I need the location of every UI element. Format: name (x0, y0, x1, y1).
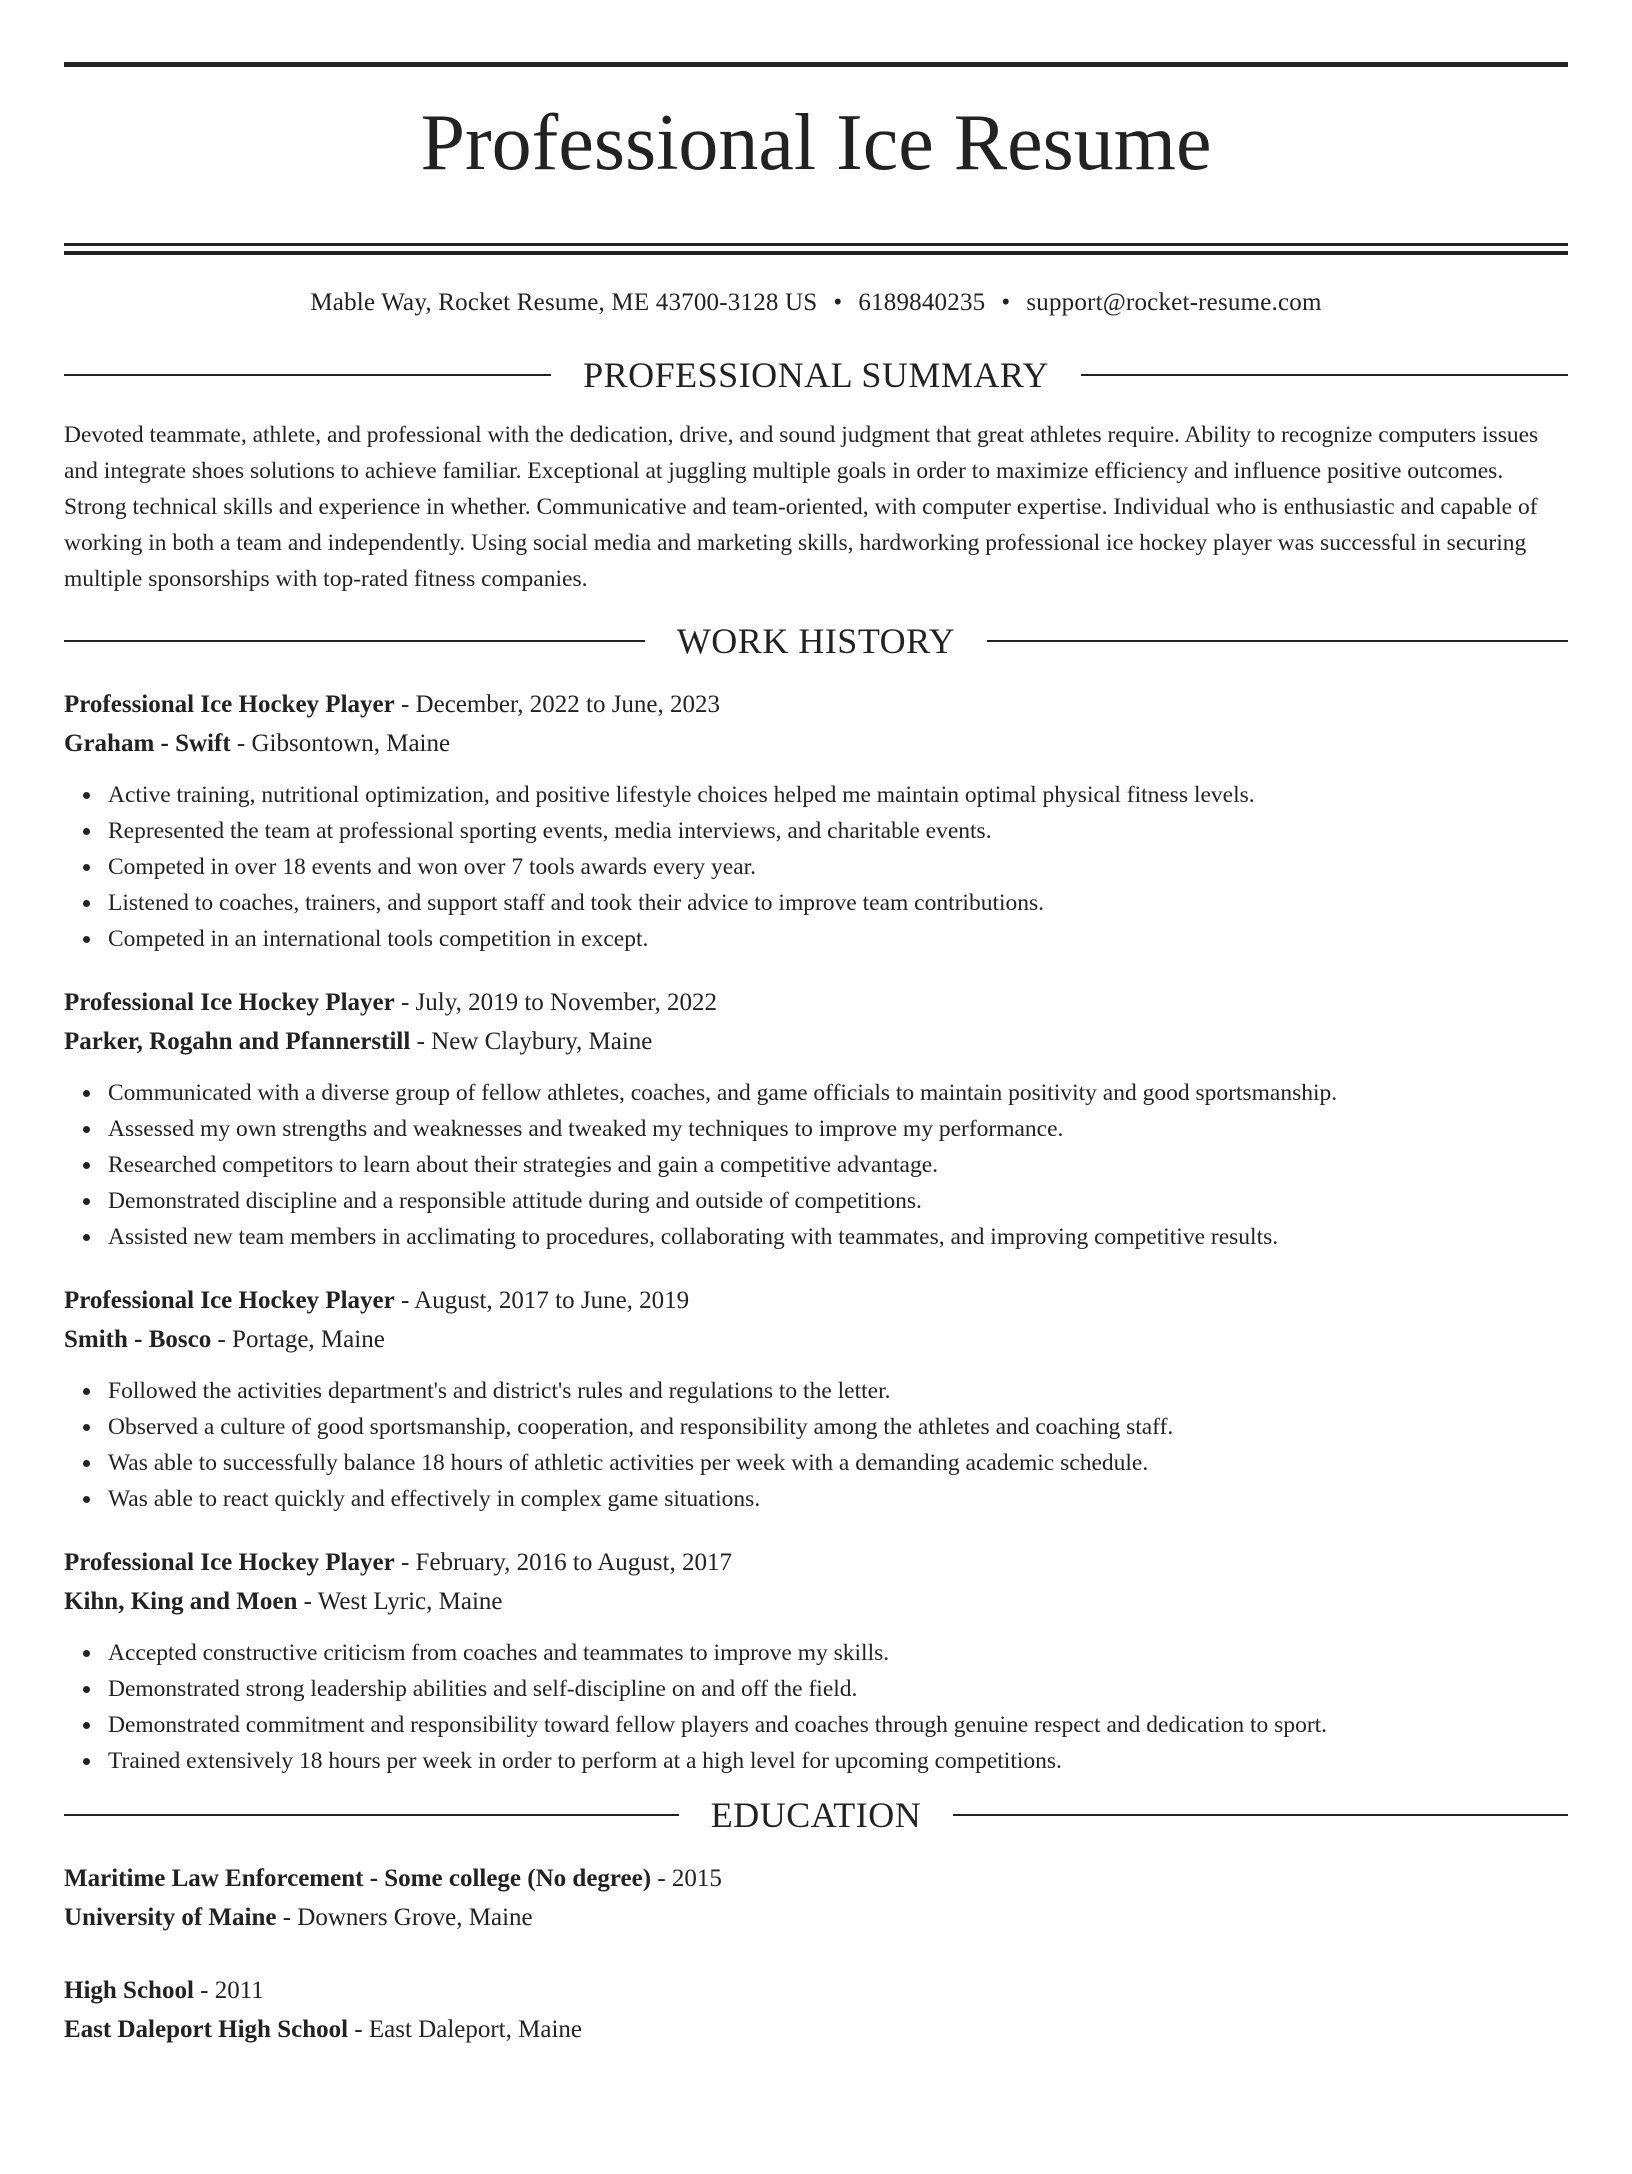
job-title-line (64, 983, 1568, 1022)
education-degree: High School (64, 1976, 194, 2004)
contact-separator: • (1001, 289, 1011, 316)
list-item: Trained extensively 18 hours per week in order to perform at a high level for upcoming competitions. (108, 1743, 1568, 1779)
job-company-line (64, 1582, 1568, 1621)
education-school: University of Maine (64, 1903, 277, 1931)
job-location: - Gibsontown, Maine (230, 729, 451, 757)
job-entry (64, 1281, 1568, 1517)
education-entry (64, 1859, 1568, 1937)
job-title: Professional Ice Hockey Player (64, 1286, 395, 1314)
summary-text: Devoted teammate, athlete, and professional with the dedication, drive, and sound judgment that great athletes require. Ability to recognize computers issues and integrate shoes solutions to achieve familiar. Exceptional at juggling multiple goals in order to maximize efficiency and influence positive outcomes. Strong technical skills and experience in whether. Communicative and team-oriented, with computer expertise. Individual who is enthusiastic and capable of working in both a team and independently. Using social media and marketing skills, hardworking professional ice hockey player was successful in securing multiple sponsorships with top-rated fitness companies. (64, 422, 1539, 592)
education-school-line (64, 1898, 1568, 1937)
job-company: Parker, Rogahn and Pfannerstill (64, 1027, 411, 1055)
job-location: - New Claybury, Maine (410, 1027, 653, 1055)
education-degree: Maritime Law Enforcement - Some college (No degree) (64, 1864, 652, 1892)
list-item: Researched competitors to learn about their strategies and gain a competitive advantage. (108, 1147, 1568, 1183)
contact-address: Mable Way, Rocket Resume, ME 43700-3128 US (310, 289, 818, 316)
job-location: - Portage, Maine (211, 1325, 385, 1353)
contact-separator: • (833, 289, 843, 316)
job-bullets (64, 1373, 1568, 1517)
job-company-line (64, 724, 1568, 763)
heading-rule (64, 1814, 679, 1816)
list-item: Represented the team at professional sporting events, media interviews, and charitable events. (108, 813, 1568, 849)
job-location: - West Lyric, Maine (297, 1587, 503, 1615)
section-heading-education (64, 1795, 1568, 1835)
job-entry (64, 983, 1568, 1255)
list-item: Observed a culture of good sportsmanship, cooperation, and responsibility among the athletes and coaching staff. (108, 1409, 1568, 1445)
education-degree-line (64, 1859, 1568, 1898)
job-entry (64, 1543, 1568, 1779)
list-item: Competed in over 18 events and won over 7 tools awards every year. (108, 849, 1568, 885)
job-dates: - December, 2022 to June, 2023 (394, 690, 721, 718)
list-item: Accepted constructive criticism from coaches and teammates to improve my skills. (108, 1635, 1568, 1671)
top-rule (64, 62, 1568, 67)
education-entry (64, 1971, 1568, 2049)
job-dates: - February, 2016 to August, 2017 (394, 1548, 732, 1576)
job-title: Professional Ice Hockey Player (64, 988, 395, 1016)
contact-phone: 6189840235 (858, 289, 986, 316)
education-school-line (64, 2010, 1568, 2049)
list-item: Demonstrated discipline and a responsible attitude during and outside of competitions. (108, 1183, 1568, 1219)
list-item: Was able to react quickly and effectively in complex game situations. (108, 1481, 1568, 1517)
job-title-line (64, 1543, 1568, 1582)
heading-rule (64, 374, 551, 376)
section-title: EDUCATION (710, 1794, 922, 1835)
list-item: Competed in an international tools competition in except. (108, 921, 1568, 957)
job-entry (64, 685, 1568, 957)
section-heading-work (64, 621, 1568, 661)
job-company-line (64, 1022, 1568, 1061)
job-company: Graham - Swift (64, 729, 231, 757)
job-title: Professional Ice Hockey Player (64, 690, 395, 718)
list-item: Assessed my own strengths and weaknesses and tweaked my techniques to improve my performance. (108, 1111, 1568, 1147)
job-title-line (64, 1281, 1568, 1320)
contact-email: support@rocket-resume.com (1026, 289, 1322, 316)
job-title-line (64, 685, 1568, 724)
heading-rule (64, 640, 645, 642)
job-dates: - July, 2019 to November, 2022 (394, 988, 718, 1016)
education-location: - East Daleport, Maine (348, 2015, 582, 2043)
section-heading-summary (64, 355, 1568, 395)
resume-title: Professional Ice Resume (420, 99, 1212, 187)
list-item: Demonstrated strong leadership abilities and self-discipline on and off the field. (108, 1671, 1568, 1707)
job-bullets (64, 777, 1568, 957)
job-dates: - August, 2017 to June, 2019 (394, 1286, 690, 1314)
list-item: Was able to successfully balance 18 hours of athletic activities per week with a demanding academic schedule. (108, 1445, 1568, 1481)
title-double-rule (64, 243, 1568, 255)
work-history-list (64, 685, 1568, 1779)
education-school: East Daleport High School (64, 2015, 349, 2043)
list-item: Followed the activities department's and district's rules and regulations to the letter. (108, 1373, 1568, 1409)
contact-line (64, 285, 1568, 321)
list-item: Communicated with a diverse group of fellow athletes, coaches, and game officials to maintain positivity and good sportsmanship. (108, 1075, 1568, 1111)
resume-page (0, 62, 1632, 2174)
job-title: Professional Ice Hockey Player (64, 1548, 395, 1576)
job-bullets (64, 1075, 1568, 1255)
education-year: - 2011 (193, 1976, 264, 2004)
heading-rule (953, 1814, 1568, 1816)
list-item: Assisted new team members in acclimating to procedures, collaborating with teammates, and improving competitive results. (108, 1219, 1568, 1255)
heading-rule (987, 640, 1568, 642)
job-company: Kihn, King and Moen (64, 1587, 298, 1615)
list-item: Demonstrated commitment and responsibility toward fellow players and coaches through genuine respect and dedication to sport. (108, 1707, 1568, 1743)
job-company: Smith - Bosco (64, 1325, 212, 1353)
list-item: Active training, nutritional optimization, and positive lifestyle choices helped me maintain optimal physical fitness levels. (108, 777, 1568, 813)
job-company-line (64, 1320, 1568, 1359)
education-year: - 2015 (651, 1864, 722, 1892)
list-item: Listened to coaches, trainers, and support staff and took their advice to improve team contributions. (108, 885, 1568, 921)
education-location: - Downers Grove, Maine (276, 1903, 533, 1931)
job-bullets (64, 1635, 1568, 1779)
education-degree-line (64, 1971, 1568, 2010)
section-title: PROFESSIONAL SUMMARY (583, 355, 1049, 395)
heading-rule (1081, 374, 1568, 376)
section-title: WORK HISTORY (676, 620, 956, 661)
